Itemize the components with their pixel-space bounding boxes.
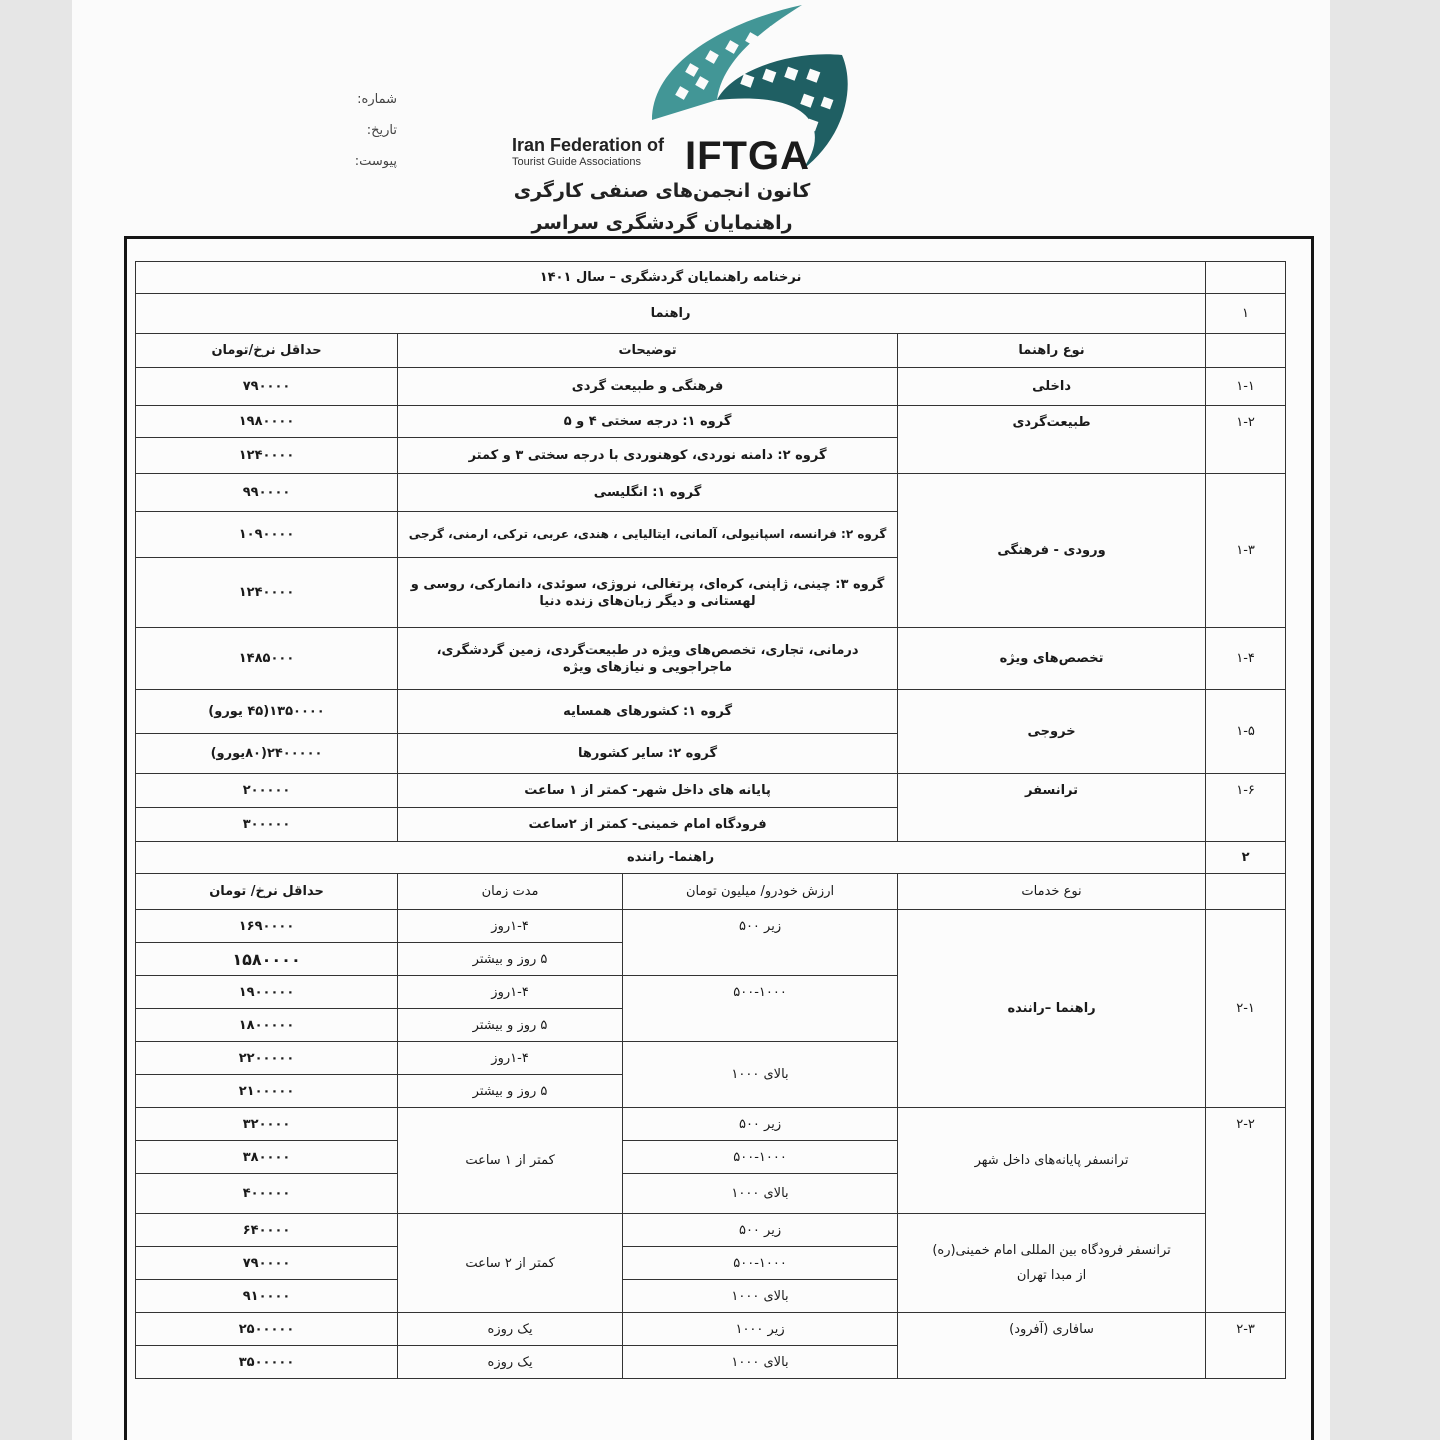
table-row: بالای ۱۰۰۰ ۱-۴روز ۲۲۰۰۰۰۰ bbox=[136, 1042, 1286, 1075]
column-guide-type: نوع راهنما bbox=[898, 334, 1206, 368]
ref-date-label: تاریخ: bbox=[366, 123, 397, 138]
table-row: ۵۰۰-۱۰۰۰ ۷۹۰۰۰۰ bbox=[136, 1247, 1286, 1280]
table-row: ۵ روز و بیشتر ۱۸۰۰۰۰۰ bbox=[136, 1009, 1286, 1042]
rates-table bbox=[135, 261, 1286, 1379]
document-page bbox=[72, 0, 1330, 1440]
table-row: گروه ۲: سایر کشورها ۲۴۰۰۰۰۰(۸۰یورو) bbox=[136, 734, 1286, 774]
section2-title: راهنما- راننده bbox=[136, 842, 1206, 874]
logo-text-persian-1: کانون انجمن‌های صنفی کارگری bbox=[513, 180, 811, 202]
reference-fields bbox=[277, 84, 397, 177]
table-row: ۱-۵ خروجی گروه ۱: کشورهای همسایه ۱۳۵۰۰۰۰(۴۵ یورو) bbox=[136, 690, 1286, 734]
ref-number-label: شماره: bbox=[357, 92, 397, 107]
table-row: گروه ۲: دامنه نوردی، کوهنوردی با درجه سختی ۳ و کمتر ۱۲۴۰۰۰۰ bbox=[136, 438, 1286, 474]
table-row: ۱-۴ تخصص‌های ویژه درمانی، تجاری، تخصص‌های ویژه در طبیعت‌گردی، زمین گردشگری، ماجراجویی و نیازهای ویژه ۱۴۸۵۰۰۰ bbox=[136, 628, 1286, 690]
table-row: گروه ۳: چینی، ژاپنی، کره‌ای، پرتغالی، نروژی، سوئدی، دانمارکی، روسی و لهستانی و دیگر زبان‌های زنده دنیا ۱۲۴۰۰۰۰ bbox=[136, 558, 1286, 628]
table-title: نرخنامه راهنمایان گردشگری – سال ۱۴۰۱ bbox=[136, 262, 1206, 294]
table-row: فرودگاه امام خمینی- کمتر از ۲ساعت ۳۰۰۰۰۰ bbox=[136, 808, 1286, 842]
table-row: بالای ۱۰۰۰ یک روزه ۳۵۰۰۰۰۰ bbox=[136, 1346, 1286, 1379]
table-row: ۱-۲ طبیعت‌گردی گروه ۱: درجه سختی ۴ و ۵ ۱۹۸۰۰۰۰ bbox=[136, 406, 1286, 438]
section2-number: ۲ bbox=[1206, 842, 1286, 874]
table-row: ترانسفر فرودگاه بین المللی امام خمینی(ره) از مبدا تهران زیر ۵۰۰ کمتر از ۲ ساعت ۶۴۰۰۰۰ bbox=[136, 1214, 1286, 1247]
table-row: ۱-۱ داخلی فرهنگی و طبیعت گردی ۷۹۰۰۰۰ bbox=[136, 368, 1286, 406]
table-row: ۲-۱ راهنما –راننده زیر ۵۰۰ ۱-۴روز ۱۶۹۰۰۰۰ bbox=[136, 910, 1286, 943]
section1-header-row bbox=[136, 294, 1286, 334]
table-row: ۵ روز و بیشتر ۱۵۸۰۰۰۰ bbox=[136, 943, 1286, 976]
column-min-price: حداقل نرخ/تومان bbox=[136, 334, 398, 368]
column-car-value: ارزش خودرو/ میلیون تومان bbox=[623, 874, 898, 910]
table-row: بالای ۱۰۰۰ ۴۰۰۰۰۰ bbox=[136, 1174, 1286, 1214]
column-service-type: نوع خدمات bbox=[898, 874, 1206, 910]
section1-columns-row bbox=[136, 334, 1286, 368]
table-row: ۲-۳ سافاری (آفرود) زیر ۱۰۰۰ یک روزه ۲۵۰۰۰۰۰ bbox=[136, 1313, 1286, 1346]
table-row: گروه ۲: فرانسه، اسپانیولی، آلمانی، ایتالیایی ، هندی، عربی، ترکی، ارمنی، گرجی ۱۰۹۰۰۰۰ bbox=[136, 512, 1286, 558]
table-row: ۲-۲ ترانسفر پایانه‌های داخل شهر زیر ۵۰۰ کمتر از ۱ ساعت ۳۲۰۰۰۰ bbox=[136, 1108, 1286, 1141]
section2-header-row bbox=[136, 842, 1286, 874]
table-row: ۵۰۰-۱۰۰۰ ۱-۴روز ۱۹۰۰۰۰۰ bbox=[136, 976, 1286, 1009]
column-description: توضیحات bbox=[398, 334, 898, 368]
section2-columns-row bbox=[136, 874, 1286, 910]
table-row: بالای ۱۰۰۰ ۹۱۰۰۰۰ bbox=[136, 1280, 1286, 1313]
column-min-price-2: حداقل نرخ/ تومان bbox=[136, 874, 398, 910]
logo-text-persian-2: راهنمایان گردشگری سراسر bbox=[531, 212, 793, 234]
table-row: ۵۰۰-۱۰۰۰ ۳۸۰۰۰۰ bbox=[136, 1141, 1286, 1174]
section1-title: راهنما bbox=[136, 294, 1206, 334]
ref-attachment-label: پیوست: bbox=[354, 154, 397, 169]
logo-abbreviation: IFTGA bbox=[685, 134, 810, 178]
section1-number: ۱ bbox=[1206, 294, 1286, 334]
table-row: ۱-۶ ترانسفر پایانه های داخل شهر- کمتر از ۱ ساعت ۲۰۰۰۰۰ bbox=[136, 774, 1286, 808]
logo-text-english-1: Iran Federation of bbox=[512, 135, 665, 155]
table-row: ۵ روز و بیشتر ۲۱۰۰۰۰۰ bbox=[136, 1075, 1286, 1108]
table-title-row bbox=[136, 262, 1286, 294]
column-duration: مدت زمان bbox=[398, 874, 623, 910]
rates-table-frame bbox=[124, 236, 1314, 1440]
table-row: ۱-۳ ورودی - فرهنگی گروه ۱: انگلیسی ۹۹۰۰۰۰ bbox=[136, 474, 1286, 512]
logo-text-english-2: Tourist Guide Associations bbox=[512, 156, 642, 168]
